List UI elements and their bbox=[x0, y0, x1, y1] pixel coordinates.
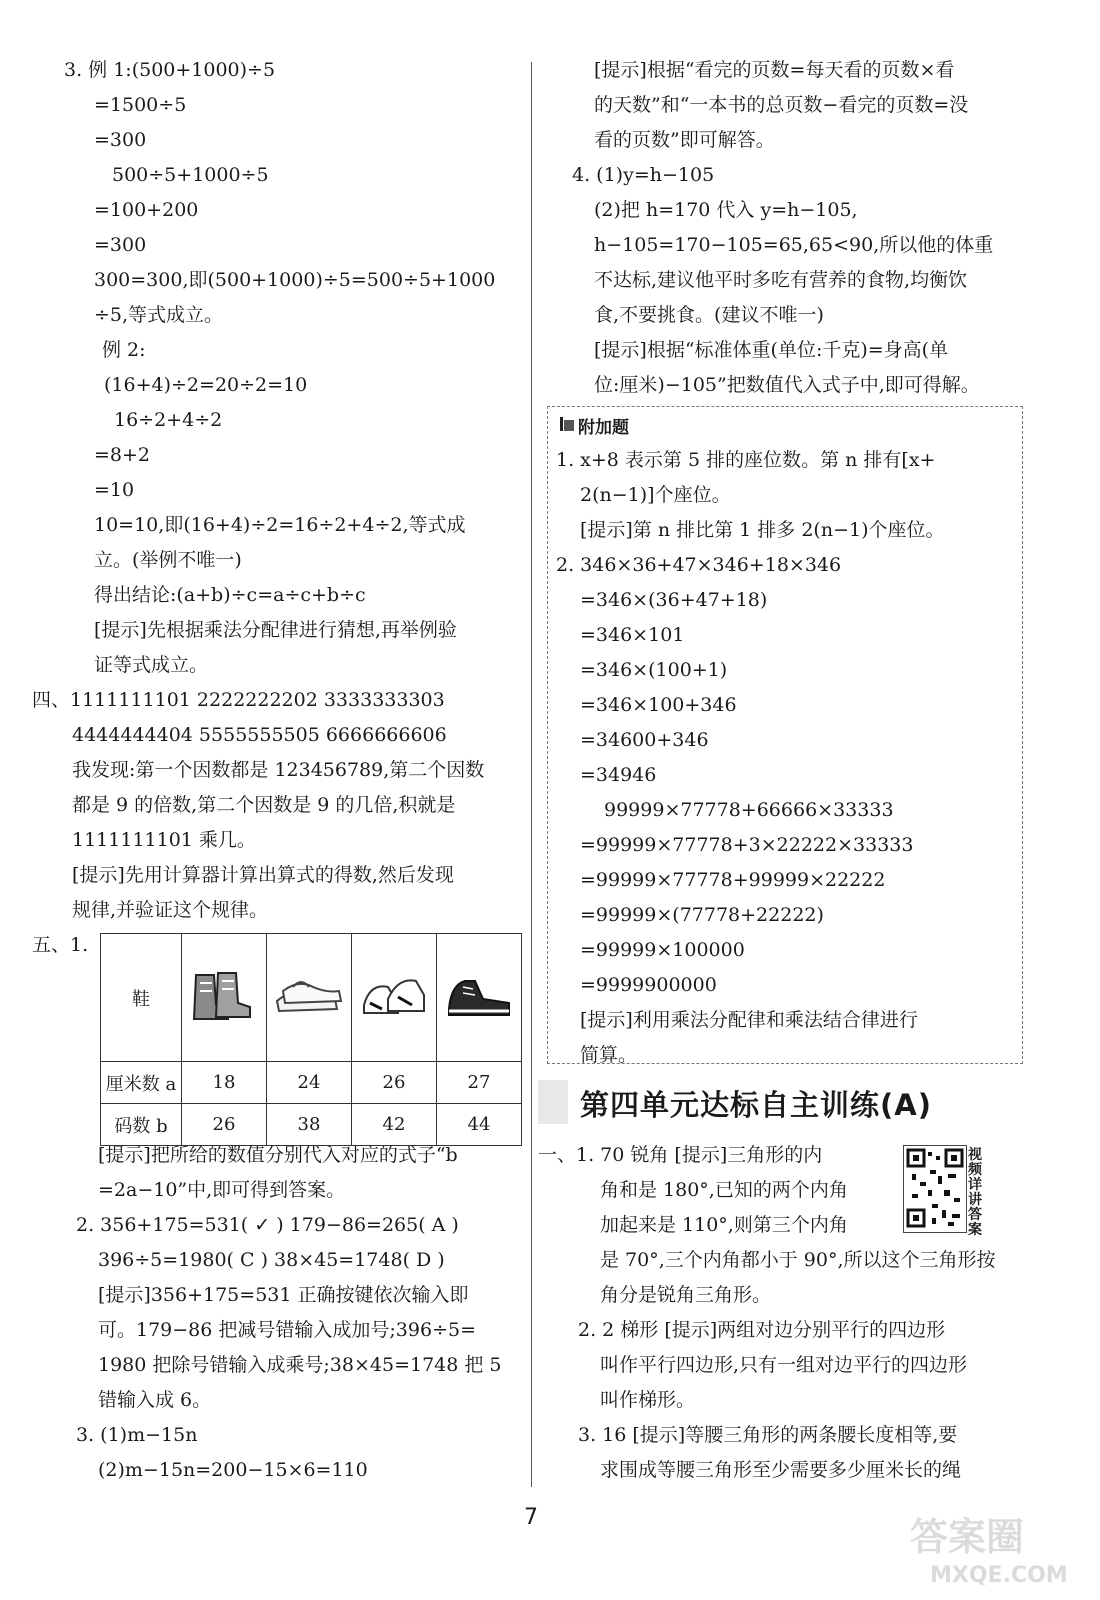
text-line: 五、1. bbox=[32, 934, 89, 956]
text-line: 立。(举例不唯一) bbox=[94, 549, 242, 571]
text-line: 角和是 180°,已知的两个内角 bbox=[600, 1179, 848, 1201]
text-line: =300 bbox=[94, 234, 147, 256]
text-line: 简算。 bbox=[580, 1044, 638, 1066]
text-line: =99999×77778+99999×22222 bbox=[580, 869, 886, 891]
text-line: 规律,并验证这个规律。 bbox=[72, 899, 269, 921]
sandal-icon bbox=[273, 965, 345, 1025]
table-cell: 38 bbox=[267, 1104, 352, 1146]
table-cell: 26 bbox=[352, 1062, 437, 1104]
text-line: 求围成等腰三角形至少需要多少厘米长的绳 bbox=[600, 1459, 962, 1481]
page-number: 7 bbox=[524, 1505, 538, 1530]
text-line: (2)把 h=170 代入 y=h−105, bbox=[594, 199, 858, 221]
bonus-marker-icon bbox=[560, 417, 574, 431]
text-line: (16+4)÷2=20÷2=10 bbox=[104, 374, 308, 396]
text-line: =346×100+346 bbox=[580, 694, 737, 716]
canvas-shoe-image bbox=[437, 934, 522, 1062]
table-header-cell: 厘米数 a bbox=[101, 1062, 182, 1104]
text-line: 3. (1)m−15n bbox=[76, 1424, 198, 1446]
table-cell: 42 bbox=[352, 1104, 437, 1146]
text-line: 都是 9 的倍数,第二个因数是 9 的几倍,积就是 bbox=[72, 794, 456, 816]
text-line: =99999×(77778+22222) bbox=[580, 904, 824, 926]
text-line: =100+200 bbox=[94, 199, 199, 221]
text-line: 看的页数”即可解答。 bbox=[594, 129, 775, 151]
table-cell: 24 bbox=[267, 1062, 352, 1104]
text-line: 我发现:第一个因数都是 123456789,第二个因数 bbox=[72, 759, 485, 781]
text-line: 得出结论:(a+b)÷c=a÷c+b÷c bbox=[94, 584, 366, 606]
canvas-shoe-icon bbox=[443, 965, 515, 1025]
qr-label: 视频详讲答案 bbox=[968, 1147, 982, 1238]
text-line: 错输入成 6。 bbox=[98, 1389, 212, 1411]
sneaker-icon bbox=[358, 965, 430, 1025]
hint-line: [提示]利用乘法分配律和乘法结合律进行 bbox=[580, 1009, 918, 1031]
hint-line: [提示]把所给的数值分别代入对应的式子“b bbox=[98, 1144, 458, 1166]
hint-line: [提示]根据“看完的页数=每天看的页数×看 bbox=[594, 59, 955, 81]
boot-image bbox=[182, 934, 267, 1062]
text-line: 证等式成立。 bbox=[94, 654, 209, 676]
table-cell: 44 bbox=[437, 1104, 522, 1146]
text-line: =9999900000 bbox=[580, 974, 717, 996]
sneaker-image bbox=[352, 934, 437, 1062]
text-line: =346×(36+47+18) bbox=[580, 589, 768, 611]
unit-title: 第四单元达标自主训练(A) bbox=[580, 1088, 932, 1122]
text-line: 1. x+8 表示第 5 排的座位数。第 n 排有[x+ bbox=[556, 449, 936, 471]
text-line: 例 2: bbox=[102, 339, 146, 361]
table-row bbox=[101, 934, 522, 1062]
text-line: 500÷5+1000÷5 bbox=[112, 164, 269, 186]
text-line: =1500÷5 bbox=[94, 94, 187, 116]
text-line: =10 bbox=[94, 479, 135, 501]
bonus-title: 附加题 bbox=[578, 418, 629, 438]
text-line: 1111111101 乘几。 bbox=[72, 829, 256, 851]
table-cell: 26 bbox=[182, 1104, 267, 1146]
text-line: 食,不要挑食。(建议不唯一) bbox=[594, 304, 824, 326]
text-line: 10=10,即(16+4)÷2=16÷2+4÷2,等式成 bbox=[94, 514, 466, 536]
hint-line: [提示]先用计算器计算出算式的得数,然后发现 bbox=[72, 864, 454, 886]
text-line: 可。179−86 把减号错输入成加号;396÷5= bbox=[98, 1319, 476, 1341]
svg-text:MXQE.COM: MXQE.COM bbox=[930, 1563, 1068, 1588]
table-cell: 18 bbox=[182, 1062, 267, 1104]
text-line: =99999×77778+3×22222×33333 bbox=[580, 834, 914, 856]
table-header-cell: 码数 b bbox=[101, 1104, 182, 1146]
text-line: 叫作梯形。 bbox=[600, 1389, 696, 1411]
column-divider bbox=[531, 62, 532, 1487]
text-line: 的天数”和“一本书的总页数−看完的页数=没 bbox=[594, 94, 969, 116]
text-line: 不达标,建议他平时多吃有营养的食物,均衡饮 bbox=[594, 269, 968, 291]
text-line: 396÷5=1980( C ) 38×45=1748( D ) bbox=[98, 1249, 445, 1271]
text-line: =300 bbox=[94, 129, 147, 151]
table-header-cell: 鞋 bbox=[101, 934, 182, 1062]
text-line: 2. 346×36+47×346+18×346 bbox=[556, 554, 842, 576]
hint-line: [提示]356+175=531 正确按键依次输入即 bbox=[98, 1284, 469, 1306]
text-line: 叫作平行四边形,只有一组对边平行的四边形 bbox=[600, 1354, 968, 1376]
text-line: (2)m−15n=200−15×6=110 bbox=[98, 1459, 368, 1481]
text-line: 加起来是 110°,则第三个内角 bbox=[600, 1214, 848, 1236]
text-line: 一、1. 70 锐角 [提示]三角形的内 bbox=[538, 1144, 823, 1166]
text-line: 3. 例 1:(500+1000)÷5 bbox=[64, 59, 276, 81]
text-line: =8+2 bbox=[94, 444, 151, 466]
text-line: 四、1111111101 2222222202 3333333303 bbox=[32, 689, 445, 711]
text-line: 3. 16 [提示]等腰三角形的两条腰长度相等,要 bbox=[578, 1424, 958, 1446]
hint-line: [提示]根据“标准体重(单位:千克)=身高(单 bbox=[594, 339, 949, 361]
table-row bbox=[101, 1062, 522, 1104]
text-line: ÷5,等式成立。 bbox=[94, 304, 224, 326]
text-line: 角分是锐角三角形。 bbox=[600, 1284, 772, 1306]
text-line: =34600+346 bbox=[580, 729, 709, 751]
text-line: 2. 356+175=531( ✓ ) 179−86=265( A ) bbox=[76, 1214, 459, 1236]
watermark-logo bbox=[900, 1500, 1090, 1590]
text-line: 1980 把除号错输入成乘号;38×45=1748 把 5 bbox=[98, 1354, 502, 1376]
text-line: 16÷2+4÷2 bbox=[114, 409, 223, 431]
text-line: h−105=170−105=65,65<90,所以他的体重 bbox=[594, 234, 994, 256]
text-line: =34946 bbox=[580, 764, 657, 786]
text-line: 是 70°,三个内角都小于 90°,所以这个三角形按 bbox=[600, 1249, 996, 1271]
text-line: =2a−10”中,即可得到答案。 bbox=[98, 1179, 346, 1201]
text-line: 99999×77778+66666×33333 bbox=[604, 799, 894, 821]
table-row bbox=[101, 1104, 522, 1146]
boot-icon bbox=[188, 965, 260, 1025]
text-line: 300=300,即(500+1000)÷5=500÷5+1000 bbox=[94, 269, 496, 291]
unit-title-banner bbox=[538, 1080, 568, 1124]
text-line: =346×101 bbox=[580, 624, 685, 646]
text-line: 2. 2 梯形 [提示]两组对边分别平行的四边形 bbox=[578, 1319, 946, 1341]
svg-text:答案圈: 答案圈 bbox=[910, 1515, 1025, 1559]
text-line: =346×(100+1) bbox=[580, 659, 728, 681]
hint-line: [提示]第 n 排比第 1 排多 2(n−1)个座位。 bbox=[580, 519, 945, 541]
text-line: 2(n−1)]个座位。 bbox=[580, 484, 731, 506]
text-line: 位:厘米)−105”把数值代入式子中,即可得解。 bbox=[594, 374, 980, 396]
hint-line: [提示]先根据乘法分配律进行猜想,再举例验 bbox=[94, 619, 457, 641]
table-cell: 27 bbox=[437, 1062, 522, 1104]
shoe-size-table bbox=[100, 933, 522, 1146]
text-line: =99999×100000 bbox=[580, 939, 745, 961]
sandal-image bbox=[267, 934, 352, 1062]
qr-code-icon[interactable] bbox=[903, 1145, 967, 1233]
text-line: 4444444404 5555555505 6666666606 bbox=[72, 724, 447, 746]
text-line: 4. (1)y=h−105 bbox=[572, 164, 715, 186]
